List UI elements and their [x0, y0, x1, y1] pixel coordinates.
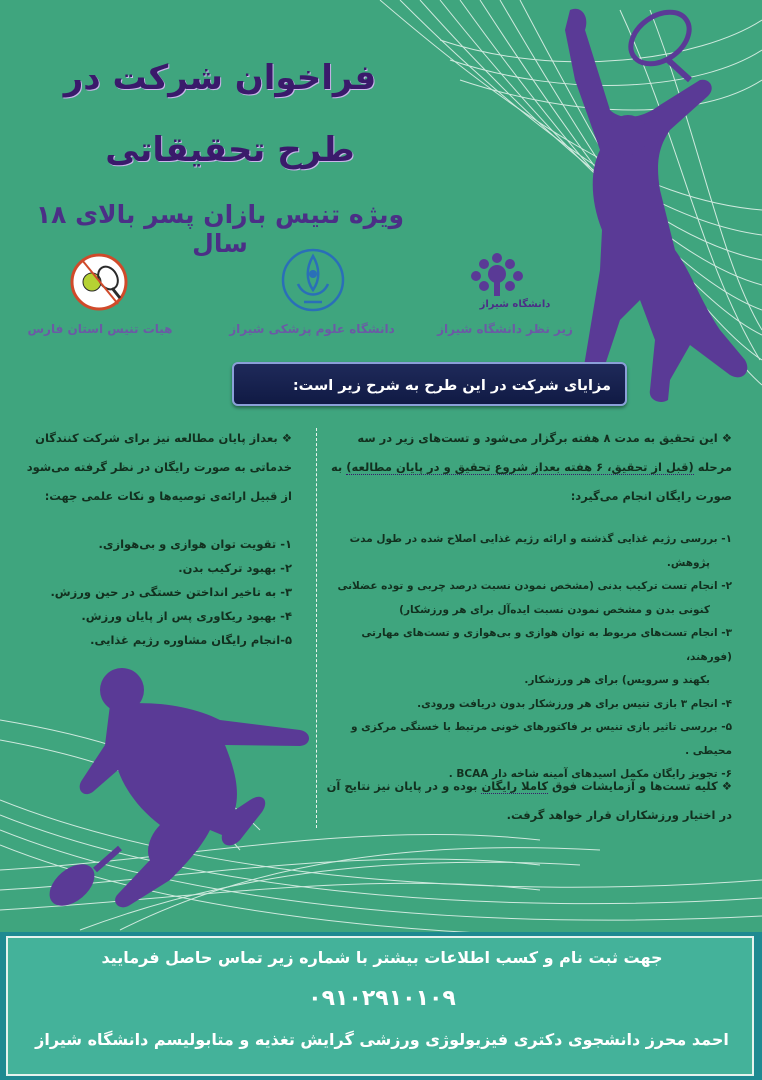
list-item: ۳- انجام تست‌های مربوط به توان هوازی و بی‌هوازی و تست‌های مهارتی (فورهند، [361, 627, 732, 663]
outro-text-part2: کاملا رایگان [481, 779, 549, 793]
footer-box [6, 936, 754, 1076]
outro-paragraph [326, 772, 732, 830]
list-item: بکهند و سرویس) برای هر ورزشکار. [524, 674, 710, 686]
diamond-bullet-icon: ❖ [281, 431, 292, 445]
column-divider [316, 428, 318, 828]
services-list [22, 532, 292, 652]
list-item: ۲- بهبود ترکیب بدن. [178, 561, 292, 575]
intro-text-part2: (قبل از تحقیق، ۶ هفته بعداز شروع تحقیق و در پایان مطالعه) [346, 460, 694, 474]
list-item: ۳- به تاخیر انداختن خستگی در حین ورزش. [50, 585, 292, 599]
footer-phone-number: ۰۹۱۰۲۹۱۰۱۰۹ [308, 986, 456, 1011]
post-study-line1 [22, 424, 292, 453]
tests-list [326, 528, 732, 787]
list-item: پژوهش. [666, 556, 710, 569]
list-item: ۲- انجام تست ترکیب بدنی (مشخص نمودن نسبت درصد چربی و توده عضلانی [337, 580, 732, 592]
shiraz-university-label: زیر نظر دانشگاه شیراز [437, 322, 573, 336]
footer-registration-text: جهت ثبت نام و کسب اطلاعات بیشتر با شماره زیر تماس حاصل فرمایید [101, 948, 663, 967]
outro-text-part4: اختیار ورزشکاران قرار خواهد گرفت. [506, 808, 716, 822]
diamond-bullet-icon: ❖ [721, 779, 732, 793]
shiraz-university-logo-text: دانشگاه شیراز [479, 299, 551, 310]
list-item: ۶- تجویز رایگان مکمل اسیدهای آمینه شاخه دار BCAA . [448, 768, 732, 780]
list-item: ۵- بررسی تاثیر بازی تنیس بر فاکتورهای خونی مرتبط با خستگی مرکزی و محیطی . [350, 721, 732, 757]
poster-title-line1: فراخوان شرکت در [63, 58, 377, 98]
tennis-player-silhouette-bottom [42, 668, 309, 914]
tennis-player-silhouette-top [565, 2, 747, 402]
poster-title-line2: طرح تحقیقاتی [105, 130, 355, 170]
post-study-line1-text: بعداز پایان مطالعه نیز برای شرکت کنندگان [35, 431, 278, 445]
list-item: ۵-انجام رایگان مشاوره رژیم غذایی. [90, 633, 292, 647]
list-item: ۱- بررسی رژیم غذایی گذشته و ارائه رژیم غذایی اصلاح شده در طول مدت [349, 533, 732, 545]
intro-text-part3: به صورت [330, 460, 732, 503]
post-study-services [22, 424, 292, 511]
intro-text-part1: این تحقیق به مدت ۸ هفته برگزار می‌شود و تست‌های زیر در سه مرحله [357, 431, 732, 474]
post-study-line3: از قبیل ارائه‌ی توصیه‌ها و نکات علمی جهت: [44, 489, 292, 503]
outro-text-part3: بوده و در پایان نیز نتایج آن در [326, 779, 732, 822]
fars-tennis-board-logo-icon [68, 252, 130, 312]
list-item: کنونی بدن و مشخص نمودن نسبت ایده‌آل برای هر ورزشکار) [399, 603, 710, 616]
list-item: ۴- انجام ۳ بازی تنیس برای هر ورزشکار بدون دریافت ورودی. [417, 697, 732, 710]
post-study-line2: خدماتی به صورت رایگان در نظر گرفته می‌شود [26, 460, 292, 474]
outro-text-part1: کلیه تست‌ها و آزمایشات فوق [552, 779, 718, 793]
footer [0, 932, 762, 1080]
intro-paragraph [326, 424, 732, 511]
fars-tennis-board-label: هیات تنیس استان فارس [27, 322, 173, 336]
shiraz-medical-university-label: دانشگاه علوم پزشکی شیراز [229, 322, 395, 336]
poster-subtitle: ویژه تنیس بازان پسر بالای ۱۸ سال [35, 200, 405, 258]
footer-contact-person: احمد محرز دانشجوی دکتری فیزیولوژی ورزشی گرایش تغذیه و متابولیسم دانشگاه شیراز [35, 1030, 729, 1049]
intro-text-part4: رایگان انجام می‌گیرد: [570, 489, 692, 503]
benefits-banner: مزایای شرکت در این طرح به شرح زیر است: [232, 362, 627, 406]
shiraz-medical-university-logo-icon [278, 244, 348, 316]
list-item: ۱- تقویت توان هوازی و بی‌هوازی. [98, 537, 292, 551]
list-item: ۴- بهبود ریکاوری پس از پایان ورزش. [81, 609, 292, 623]
diamond-bullet-icon: ❖ [721, 431, 732, 445]
